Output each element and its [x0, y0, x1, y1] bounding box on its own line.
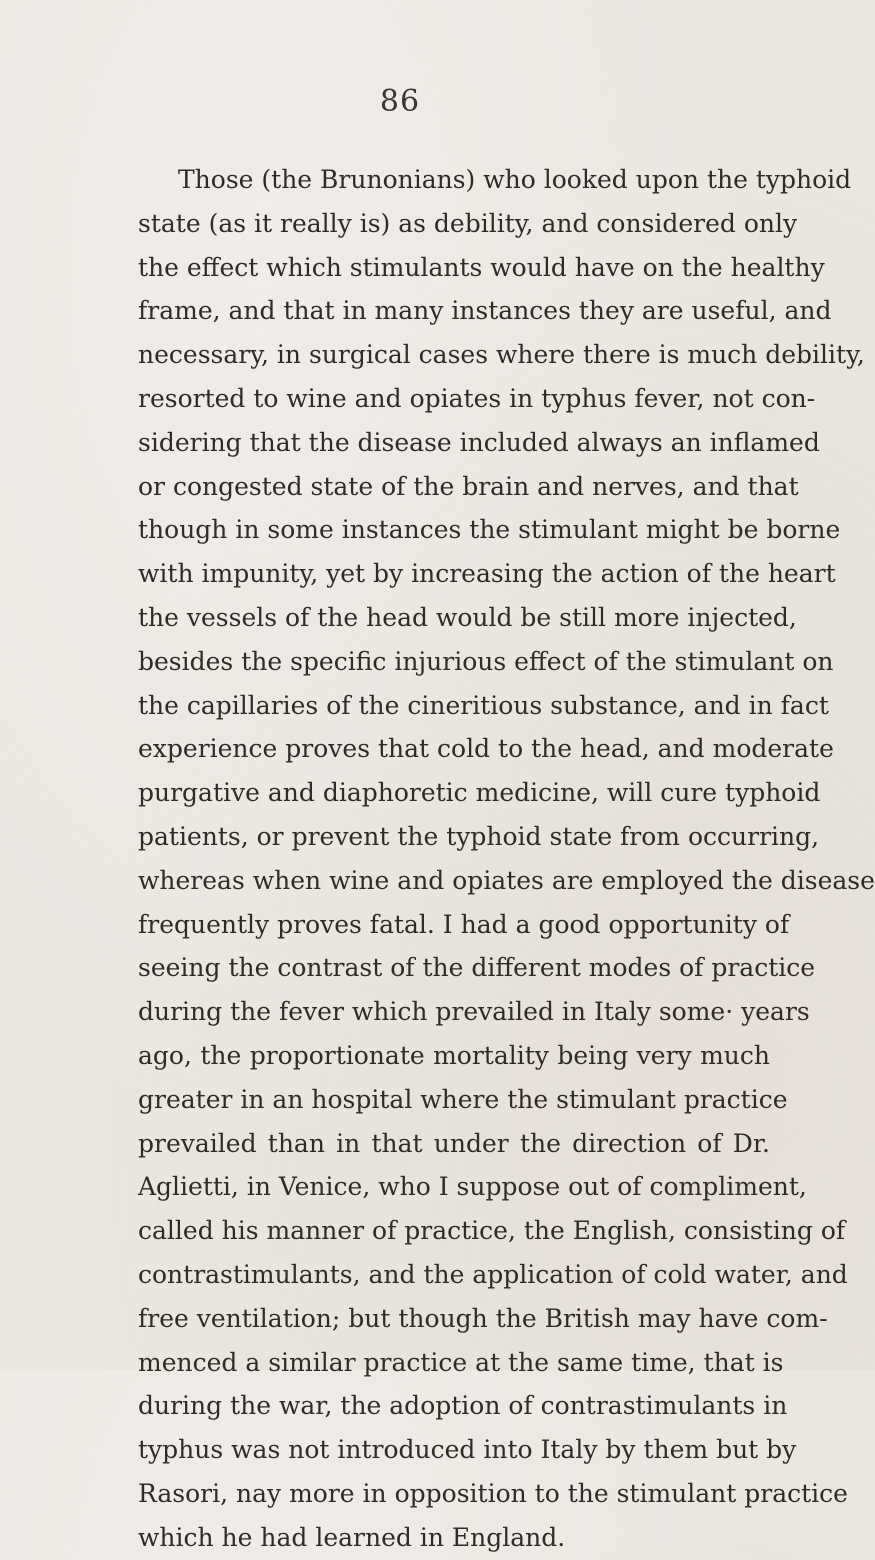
text-line: necessary, in surgical cases where there is much debility,: [138, 340, 865, 370]
text-line: called his manner of practice, the English, consisting of: [138, 1216, 846, 1246]
text-line: menced a similar practice at the same time, that is: [138, 1347, 784, 1377]
text-line: resorted to wine and opiates in typhus fever, not con-: [138, 383, 816, 413]
text-line: Rasori, nay more in opposition to the stimulant practice: [138, 1478, 848, 1508]
text-line: which he had learned in England.: [138, 1522, 566, 1552]
text-line: state (as it really is) as debility, and considered only: [138, 208, 798, 238]
text-line: during the fever which prevailed in Italy some· years: [138, 997, 810, 1027]
text-line: typhus was not introduced into Italy by them but by: [138, 1435, 797, 1465]
text-line: patients, or prevent the typhoid state from occurring,: [138, 821, 820, 851]
text-line: ago, the proportionate mortality being very much: [138, 1040, 770, 1070]
text-line: during the war, the adoption of contrastimulants in: [138, 1391, 788, 1421]
page-number: 86: [379, 84, 421, 119]
text-line: greater in an hospital where the stimulant practice: [138, 1084, 788, 1114]
text-line: seeing the contrast of the different modes of practice: [138, 953, 816, 983]
text-line: prevailed than in that under the direction of Dr.: [138, 1128, 770, 1158]
text-line: though in some instances the stimulant might be borne: [138, 515, 841, 545]
text-line: Aglietti, in Venice, who I suppose out of compliment,: [138, 1172, 807, 1202]
text-line: frame, and that in many instances they are useful, and: [138, 296, 832, 326]
text-line: free ventilation; but though the British may have com-: [138, 1303, 828, 1333]
text-line: the vessels of the head would be still more injected,: [138, 602, 797, 632]
text-line: or congested state of the brain and nerves, and that: [138, 471, 799, 501]
text-line: the effect which stimulants would have on the healthy: [138, 252, 825, 282]
text-line: besides the specific injurious effect of the stimulant on: [138, 646, 834, 676]
text-line: experience proves that cold to the head, and moderate: [138, 734, 834, 764]
text-line: Those (the Brunonians) who looked upon the typhoid: [178, 165, 852, 194]
text-line: whereas when wine and opiates are employed the disease: [138, 865, 875, 895]
text-line: contrastimulants, and the application of cold water, and: [138, 1259, 848, 1289]
text-line: frequently proves fatal. I had a good opportunity of: [138, 909, 790, 939]
text-line: sidering that the disease included always an inflamed: [138, 427, 820, 457]
text-line: the capillaries of the cineritious substance, and in fact: [138, 690, 829, 720]
text-line: with impunity, yet by increasing the action of the heart: [138, 559, 836, 589]
body-paragraph: [138, 158, 875, 1560]
text-line: purgative and diaphoretic medicine, will cure typhoid: [138, 778, 821, 808]
